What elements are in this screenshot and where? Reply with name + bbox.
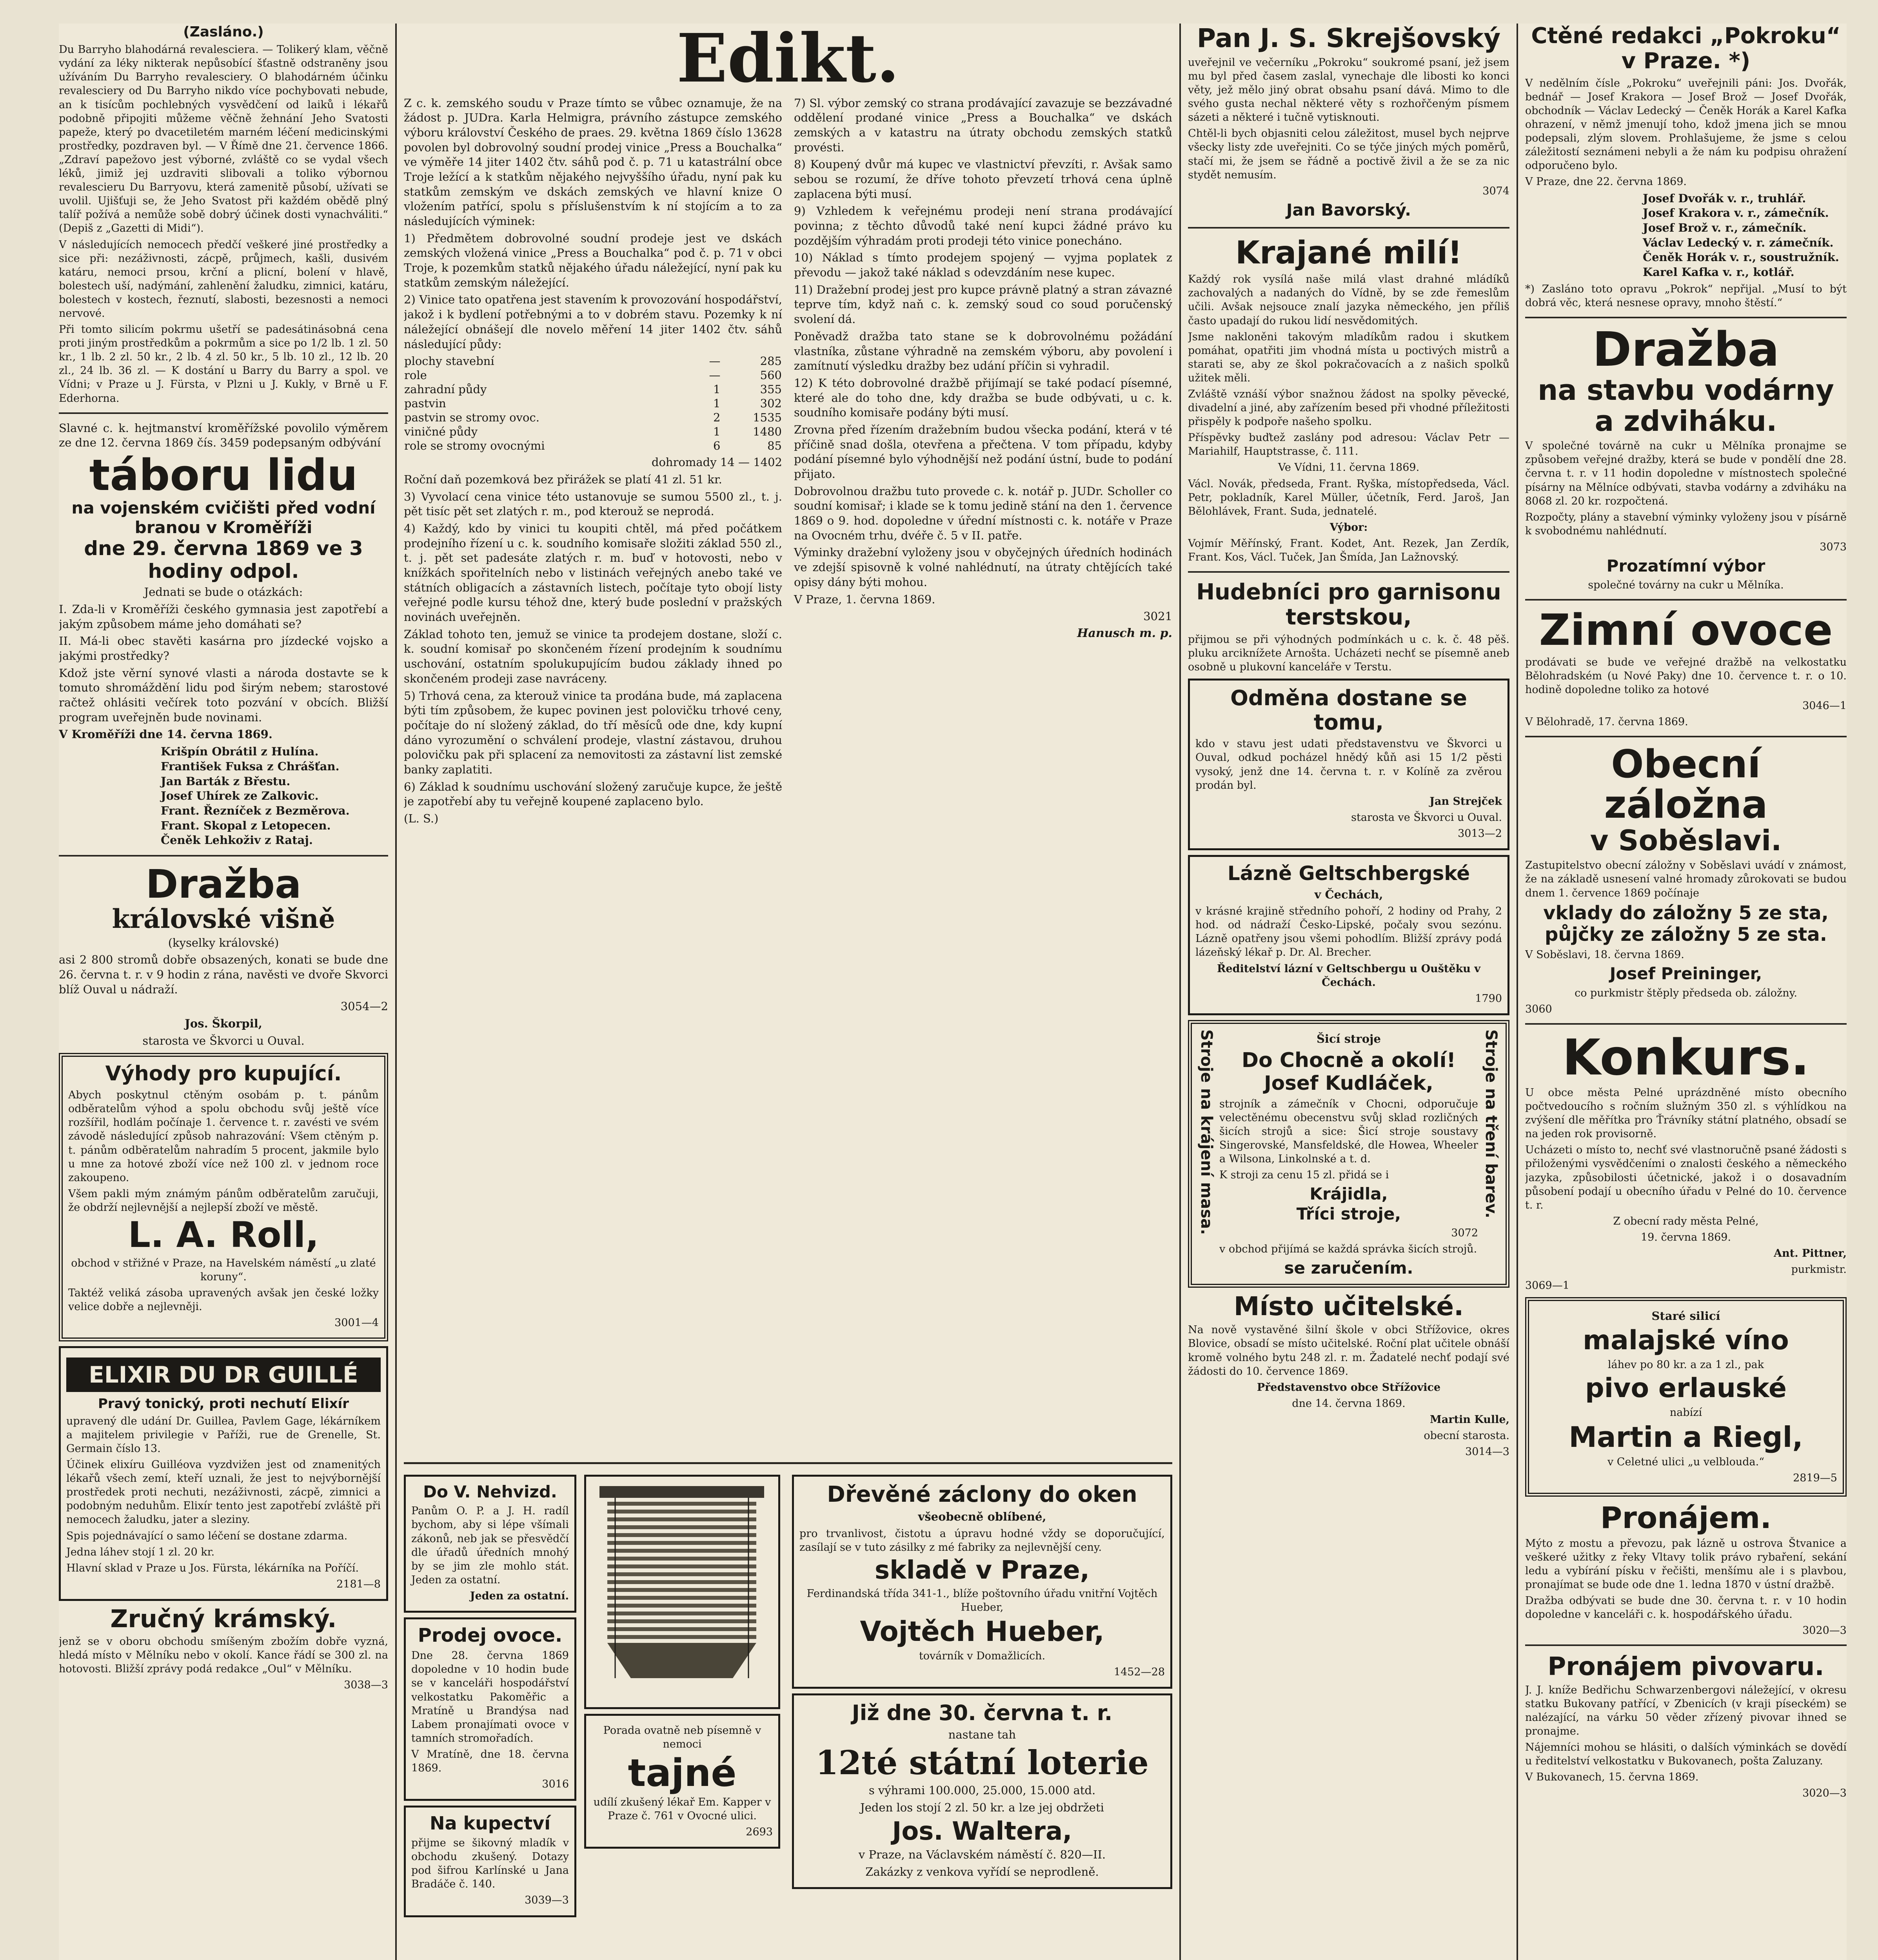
edikt-column-left (404, 94, 782, 829)
land-sahu: 560 (760, 368, 782, 382)
sici-heading: Šicí stroje (1316, 1032, 1381, 1045)
edikt-columns (404, 94, 1172, 829)
divider (1188, 227, 1509, 229)
sici-text-3: v obchod přijímá se každá správka šicích strojů. (1219, 1243, 1477, 1256)
elixir-ad (59, 1346, 388, 1601)
odmena-ad (1188, 679, 1509, 850)
vodarna-number: 3073 (1820, 541, 1847, 553)
table-row (404, 425, 782, 439)
konkurs-number: 3069—1 (1525, 1279, 1569, 1292)
drazba-visne-sign: Jos. Škorpil, (185, 1017, 262, 1030)
land-jiter: 2 (713, 411, 721, 425)
malaga-big-2: pivo erlauské (1585, 1372, 1787, 1404)
signer: Josef Uhírek ze Zalkovic. (161, 789, 319, 803)
malaga-ad (1525, 1297, 1847, 1497)
edikt-paragraph: Základ tohoto ten, jemuž se vinice ta prodejem dostane, složí c. k. soudní komisař po skončeném řízení prodejním k soudnímu uschování, ostatním spolukupujícím budou základy ihned po skončeném prodeji zase navráceny. (404, 627, 782, 685)
krajane-names: Václ. Novák, předseda, Frant. Ryška, místopředseda, Václ. Petr, pokladník, Karel Müller, účetník, Ferd. Jaroš, Jan Bělohlávek, Frant. Suda, jednatelé. (1188, 477, 1509, 517)
ctene-note: *) Zasláno toto opravu „Pokrok“ nepřijal. „Musí to být dobrá věc, která nesnese opravy, mnoho štěstí.“ (1525, 283, 1847, 309)
sici-intro: Do Chocně a okolí! (1241, 1048, 1456, 1072)
roll-text: obchod v střižné v Praze, na Havelském náměstí „u zlaté koruny“. (71, 1257, 376, 1283)
edikt-paragraph: 6) Základ k soudnímu uschování složený zaručuje kupce, že ještě je zapotřebí aby tu veřejně koupené zaplaceno bylo. (404, 780, 782, 808)
blind-illustration (584, 1475, 780, 1709)
mid-column-c (792, 1470, 1172, 1894)
lazne-sub: v Čechách, (1314, 887, 1383, 901)
krajane-heading: Krajané milí! (1235, 234, 1462, 271)
ovoce-text: Dne 28. června 1869 dopoledne v 10 hodin bude se v kanceláři hospodářství velkostatku Pakoměřic a Mratíně u Brandýsa nad Labem pronajímati ovoce v tamních stromořadích. (411, 1650, 569, 1744)
odmena-sign-2: starosta ve Škvorci u Ouval. (1351, 811, 1502, 824)
drazba-visne-number: 3054—2 (340, 1000, 388, 1013)
sici-trisici: Tříci stroje, (1296, 1204, 1401, 1223)
land-jiter: 1 (713, 425, 721, 439)
tabor-date: dne 29. června 1869 ve 3 hodiny odpol. (84, 537, 363, 583)
lazne-number: 1790 (1475, 992, 1502, 1005)
signer: Václav Ledecký v. r. zámečník. (1643, 236, 1834, 249)
drazba-visne-subheading: královské višně (112, 903, 335, 934)
pronajem-heading: Pronájem. (1600, 1500, 1772, 1535)
vodarna-text-2: Rozpočty, plány a stavební výminky vyloženy jsou v písárně k svobodnému nahlédnutí. (1525, 511, 1847, 537)
krajane-vybor: Vojmír Měřínský, Frant. Kodet, Ant. Rezek, Jan Zerdík, Frant. Kos, Václ. Tuček, Jan Šmída, Jan Lažnovský. (1188, 537, 1509, 563)
signer: Jan Barták z Břestu. (161, 774, 291, 788)
edikt-bottom-rule (404, 1462, 1172, 1464)
konkurs-place: Z obecní rady města Pelné, (1613, 1215, 1759, 1227)
vodarna-sign-2: společné továrny na cukr u Mělníka. (1588, 579, 1784, 592)
odmena-text: kdo v stavu jest udati představenstvu ve Škvorci u Ouval, odkud pocházel hnědý kůň asi 15 1/2 pěsti vysoký, jenž dne 14. června t. r. v Kolíně za zvěrou prodán byl. (1195, 738, 1502, 791)
nehvizd-sign: Jeden za ostatní. (470, 1590, 569, 1602)
drazba-visne-sub-2: (kyselky královské) (168, 936, 279, 949)
land-label: zahradní půdy (404, 383, 487, 396)
vodarna-text: V společné továrně na cukr u Mělníka pronajme se způsobem veřejné dražby, která se bude v pondělí dne 28. června t. r. v 11 hodin dopoledne v místnostech společné písárny na Mělníce odbývati, stavba vodárny a zdviháku na 8068 zl. 20 kr. rozpočtená. (1525, 440, 1847, 507)
blind-ad (792, 1475, 1172, 1689)
signer: František Fuksa z Chrášťan. (161, 759, 340, 773)
tabor-place: V Kroměříži dne 14. června 1869. (59, 728, 272, 741)
krajane-text: Každý rok vysílá naše milá vlast drahné mládíků zachovalých a nadaných do Vídně, by se zde řemeslům učili. Avšak nejsouce znalí jazyka německého, jen příliš často upadají do rukou lidí nesvědomitých. (1188, 273, 1509, 327)
signer: Frant. Skopal z Letopecen. (161, 818, 331, 832)
malaga-addr: v Celetné ulici „u velblouda.“ (1607, 1455, 1765, 1468)
edikt-paragraph: 7) Sl. výbor zemský co strana prodávající zavazuje se bezzávadné oddělení prodané vinice „Press a Bouchalka“ ve dskách zemských a v katastru na útraty obchodu zemských statků provésti. (794, 96, 1172, 154)
blind-sub: všeobecně oblíbené, (918, 1510, 1046, 1524)
krajane-addr: Příspěvky buďtež zaslány pod adresou: Václav Petr — Mariahilf, Hauptstrasse, č. 111. (1188, 432, 1509, 458)
zaslano-text-2: V následujících nemocech předčí veškeré jiné prostředky a sice při: nezáživnosti, zácpě, průjmech, kašli, dusivém katáru, nemoci prsou, krční a plicní, bolení v hlavě, bolestech uší, nadýmání, zahlenění žaludku, zimnici, katáru, bolestech v kostech, řeznutí, slabosti, bezesnosti a nemoci nervové. (59, 238, 388, 319)
vyhody-text: Abych poskytnul ctěným osobám p. t. pánům odběratelům výhod a spolu obchodu svůj ještě více rozšířil, hodlám počínaje 1. července t. r. zavésti ve svém závodě následující způsob nahrazování: Všem ctěným p. t. pánům odběratelům nahradím 5 procent, jakmile bylo u mne za hotové zboží více než 100 zl. v jednom roce zakoupeno. (68, 1089, 379, 1184)
land-sahu: 1535 (753, 411, 782, 425)
sici-number: 3072 (1451, 1227, 1478, 1240)
konkurs-text-2: Ucházeti o místo to, nechť své vlastnoručně psané žádosti s přiloženými vysvědčeními o znalosti českého a německého jazyka, způsobilosti účetnické, jakož i o dosavadním působení podají u obecního úřadu v Pelné do 10. července t. r. (1525, 1144, 1847, 1211)
table-row (404, 396, 782, 410)
land-jiter: — (709, 368, 721, 382)
drazba-visne-text: asi 2 800 stromů dobře obsazených, konati se bude dne 26. června t. r. v 9 hodin z rána, navěsti ve dvoře Skvorci blíž Ouval u nádraží. (59, 953, 388, 996)
edikt-paragraph: 10) Náklad s tímto prodejem spojený — vyjma poplatek z převodu — jakož také náklad s odevzdáním nese kupec. (794, 251, 1172, 279)
land-sahu: 1480 (753, 425, 782, 439)
kupectvi-ad (404, 1806, 576, 1917)
kupectvi-number: 3039—3 (525, 1894, 569, 1907)
roll-number: 3001—4 (334, 1316, 379, 1329)
vyhody-heading: Výhody pro kupující. (105, 1062, 342, 1086)
zalozna-big-1: vklady do záložny 5 ze sta, (1543, 902, 1829, 924)
blind-name: Vojtěch Hueber, (860, 1615, 1104, 1648)
konkurs-sign-2: purkmistr. (1791, 1263, 1847, 1276)
sici-ad (1188, 1020, 1509, 1288)
vodarna-sub: na stavbu vodárny a zdviháku. (1538, 373, 1834, 438)
skrejs-text: uveřejnil ve večerníku „Pokroku“ soukromé psaní, jež jsem mu byl před časem zaslal, vynechaje dle libosti ko konci věty, jež mělo jiný obrat obsahu psaní dává. Mimo to dle svého gusta nechal některé věty s rozhořčeným písmem sázeti a některé i tučně vytisknouti. (1188, 56, 1509, 124)
sici-content (1219, 1029, 1478, 1278)
divider (1525, 599, 1847, 601)
nehvizd-text: Panům O. P. a J. H. radíl bychom, aby si lépe všímali zákonů, neb jak se přesvědčí dle úřadů úředních mnohý by se jim zle mohlo stát. Jeden za ostatní. (411, 1505, 569, 1586)
konkurs-heading: Konkurs. (1562, 1028, 1810, 1086)
pronajem-number: 3020—3 (1802, 1624, 1847, 1637)
krajane-text-2: Jsme nakloněni takovým mladíkům radou i skutkem pomáhat, opatřiti jim vhodná místa u poctivých mistrů a starati se, aby ze škol pokračovacích a z našich spolků užitek měli. (1188, 330, 1509, 384)
roll-note: Taktéž veliká zásoba upravených avšak jen české ložky velice dobře a nejlevněji. (68, 1287, 379, 1313)
roll-heading: L. A. Roll, (128, 1214, 319, 1256)
ucitel-heading: Místo učitelské. (1233, 1291, 1464, 1321)
land-label: pastvin (404, 397, 446, 410)
ucitel-number: 3014—3 (1465, 1446, 1509, 1458)
pivovar-place: V Bukovanech, 15. června 1869. (1525, 1771, 1699, 1784)
signer: Josef Krakora v. r., zámečník. (1643, 206, 1829, 220)
edikt-place: V Praze, 1. června 1869. (794, 592, 935, 606)
ovoce-heading: Prodej ovoce. (418, 1624, 563, 1647)
loterie-heading: 12té státní loterie (815, 1743, 1149, 1782)
tabor-text: Kdož jste věrní synové vlasti a národa dostavte se k tomuto shromáždění lidu pod širým nebem; starostové račtež ohlásiti večírek toto pozvání v obcích. Bližší program uveřejněn bude novinami. (59, 666, 388, 724)
skrejs-text-2: Chtěl-li bych objasniti celou záležitost, musel bych nejprve všecky listy zde uveřejniti. Co se týče jiných mých poměrů, stačí mi, že jsem se řádně a poctivě živil a že se za nic stydět nemusím. (1188, 127, 1509, 181)
sici-name: Josef Kudláček, (1264, 1072, 1433, 1095)
edikt-section (404, 24, 1172, 1458)
ctene-place: V Praze, dne 22. června 1869. (1525, 176, 1687, 188)
zaslano-text: Du Barryho blahodárná revalesciera. — Tolikerý klam, věčně vydání za léky nikterak nepůsobící šťastně odstraněny jsou užíváním Du Barryho revalesciery. O blahodárném účinku revalesciery od Du Barryho nikdo více pochybovati nebude, an k tisícům pochlebných vysvědčení od laiků i lékařů podobně připojiti můžeme věčně žehnání Jeho Svatosti papeže, který po dvacetiletém marném léčení medicinskými prostředky, pozdraven byl. — V Římě dne 21. července 1866. „Zdraví papežovo jest výborné, zvláště co se vydal všech léků, jimiž jej uzdraviti slibovali a toliko výbornou revalescieru Du Barryovu, která zamenitě působí, užívati se uvolil. Ujišťuji se, že Jeho Svatost při každém obědě plný talíř požívá a nemůže sobě dobrý účinek dosti vynachváliti.“ (Depiš z „Gazetti di Midi“). (59, 44, 388, 235)
ucitel-sign-3: obecní starosta. (1424, 1430, 1509, 1442)
vyhody-text-2: Všem pakli mým známým pánům odběratelům zaručuji, že obdrží nejlevnější a nejlepší zboží ve městě. (68, 1187, 379, 1214)
land-jiter: — (709, 354, 721, 368)
pronajem-text-2: Dražba odbývati se bude dne 30. června t. r. v 10 hodin dopoledne v kanceláři c. k. hospodářského úřadu. (1525, 1595, 1847, 1621)
ctene-text: V nedělním čísle „Pokroku“ uveřejnili páni: Jos. Dvořák, bednář — Josef Krakora — Josef Brož — Josef Dvořák, obchodník — Václav Ledecký — Čeněk Horák a Karel Kafka ohrazení, v němž jmenují toho, kdož jmena jich se mnou podepsali, zlým slovem. Prohlašujeme, že jsme s celou záležitostí seznámeni nebyli a že nám ku podpisu ohražení odporučeno bylo. (1525, 77, 1847, 172)
zimni-text: prodávati se bude ve veřejné dražbě na velkostatku Bělohradském (u Nové Paky) dne 10. července t. r. o 10. hodině dopoledne toliko za hotové (1525, 656, 1847, 696)
pivovar-text-2: Nájemníci mohou se hlásiti, o dalších výminkách se dovědí u ředitelství velkostatku v Bukovanech, pošta Zaluzany. (1525, 1741, 1847, 1768)
edikt-paragraph: Poněvadž dražba tato stane se k dobrovolnému požádání vlastníka, zůstane výhradně na zemském výboru, aby povolení i zamítnutí výsledku dražby bez udání příčin si vyhradil. (794, 329, 1172, 373)
zalozna-sign-2: co purkmistr štěply předseda ob. záložny. (1575, 987, 1797, 999)
lazne-heading: Lázně Geltschbergské (1227, 862, 1470, 885)
edikt-ls: (L. S.) (404, 812, 439, 825)
sici-side-right: Stroje na tření barev. (1482, 1029, 1500, 1218)
drazba-visne-sign-2: starosta ve Škvorci u Ouval. (142, 1034, 305, 1047)
ovoce-ad (404, 1617, 576, 1801)
konkurs-text: U obce města Pelné uprázdněné místo obecního počtvedoucího s ročním služným 350 zl. s výhlídkou na zvýšení dle měřítka pro Ťrávníky státní platného, obsadí se na jeden rok provisorně. (1525, 1087, 1847, 1140)
ucitel-sign-2: Martin Kulle, (1430, 1413, 1509, 1426)
tabor-signers (59, 744, 388, 848)
skrejs-number: 3074 (1482, 185, 1509, 197)
elixir-text: upravený dle udání Dr. Guillea, Pavlem Gage, lékárníkem a majitelem privilegie v Paříži, rue de Grenelle, St. Germain číslo 13. (66, 1415, 381, 1455)
divider (1188, 571, 1509, 573)
zalozna-place: V Soběslavi, 18. června 1869. (1525, 949, 1684, 961)
zalozna-sub: v Soběslavi. (1590, 824, 1782, 857)
divider (1525, 317, 1847, 318)
land-label: role (404, 368, 427, 382)
window-blind-icon (592, 1482, 772, 1694)
column-rule (1179, 24, 1181, 1960)
elixir-heading: ELIXIR DU DR GUILLÉ (66, 1357, 381, 1392)
land-jiter: 6 (713, 439, 721, 453)
pivovar-number: 3020—3 (1802, 1787, 1847, 1800)
land-sahu: 302 (760, 397, 782, 410)
zaslano-heading: (Zasláno.) (183, 24, 264, 40)
edikt-column-right (794, 94, 1172, 829)
ucitel-text: Na nově vystavěné šilní škole v obci Střížovice, okres Blovice, obsadí se místo učitelské. Roční plat učitele obnáší kromě volného bytu 248 zl. r. m. Žadatelé nechť podají své žádosti do 10. července 1869. (1188, 1324, 1509, 1377)
land-jiter: 1 (713, 383, 721, 396)
odmena-sign: Jan Strejček (1429, 795, 1502, 808)
loterie-addr: v Praze, na Václavském náměstí č. 820—II. (858, 1847, 1106, 1861)
lazne-text: v krásné krajině středního pohoří, 2 hodiny od Prahy, 2 hod. od nádraží Česko-Lipské, počaly svou sezónu. Lázně opatřeny jsou všemi pohodlím. Bližší zprávy podá lázeňský lékař p. Dr. Al. Brecher. (1195, 905, 1502, 959)
sici-side-left: Stroje na krájení masa. (1197, 1029, 1215, 1235)
loterie-text-2: Jeden los stojí 2 zl. 50 kr. a lze jej obdržeti (860, 1800, 1104, 1814)
ovoce-number: 3016 (542, 1778, 569, 1791)
edikt-heading: Edikt. (676, 24, 900, 98)
edikt-paragraph: 3) Vyvolací cena vinice této ustanovuje se sumou 5500 zl., t. j. pět tisíc pět set zlatých r. m., pod kterouž se neprodá. (404, 490, 782, 518)
edikt-paragraph: Zrovna před řízením dražebním budou všecka podání, která v té příčině snad došla, otevřena a přečtena. V tom případu, kdyby podání písemné bylo výhodnější než podání ústní, bude to podání přijato. (794, 423, 1172, 481)
signer: Čeněk Lehkoživ z Rataj. (161, 833, 313, 847)
loterie-text: s výhrami 100.000, 25.000, 15.000 atd. (868, 1784, 1096, 1797)
signer: Čeněk Horák v. r., soustružník. (1643, 250, 1839, 264)
ctene-names (1525, 191, 1847, 280)
elixir-text-4: Jedna láhev stojí 1 zl. 20 kr. (66, 1546, 215, 1558)
tabor-question-2: II. Má-li obec stavěti kasárna pro jízdecké vojsko a jakými prostředky? (59, 634, 388, 663)
edikt-paragraph: 2) Vinice tato opatřena jest stavením k provozování hospodářství, jakož i k bydlení potřebnými a to v dobrém stavu. Pozemky k ní náležející obnášejí dle novelo měření 14 jiter 1402 čtv. sáhů následující půdy: (404, 293, 782, 351)
edikt-paragraph: 12) K této dobrovolné dražbě přijímají se také podací písemné, které ale do toho dne, kdy dražba se bude odbývati, u c. k. soudního komisaře podány býti musí. (794, 376, 1172, 419)
kupectvi-heading: Na kupectví (429, 1813, 551, 1834)
edikt-paragraph: Z c. k. zemského soudu v Praze tímto se vůbec oznamuje, že na žádost p. JUDra. Karla Helmigra, právního zástupce zemského výboru království Českého de praes. 29. května 1869 číslo 13628 povolen byl dobrovolný soudní prodej vinice „Press a Bouchalka“ ve výměře 14 jiter 1402 čtv. sáhů pod č. p. 71 u katastrální obce Troje ležící a k statkům nějakého nejvyššího úřadu, nyní pak ku statkům zemským ve dskách zemských ve hlavní knize O vložením patřící, spolu s příslušenstvím k ní stojícím a to za následujících výminek: (404, 96, 782, 228)
divider (59, 855, 388, 857)
konkurs-sign: Ant. Pittner, (1774, 1247, 1847, 1260)
nehvizd-notice (404, 1475, 576, 1613)
table-row (404, 410, 782, 425)
loterie-sub: nastane tah (948, 1728, 1016, 1742)
tabor-question-1: I. Zda-li v Kroměříži českého gymnasia jest zapotřebí a jakým způsobem máme jeho domáhati se? (59, 602, 388, 631)
ucitel-sign: Představenstvo obce Střížovice (1257, 1381, 1441, 1394)
table-row (404, 439, 782, 453)
krajane-text-3: Zvláště vznáší výbor snažnou žádost na spolky pěvecké, divadelní a jiné, aby zařízením besed při vhodné příležitosti přispěly k podpoře našeho spolku. (1188, 388, 1509, 428)
pivovar-heading: Pronájem pivovaru. (1547, 1652, 1824, 1682)
skrejs-heading: Pan J. S. Skrejšovský (1197, 24, 1501, 53)
land-sahu: 355 (760, 383, 782, 396)
edikt-number: 3021 (1143, 610, 1172, 623)
sici-text-2: K stroji za cenu 15 zl. přidá se i (1219, 1169, 1389, 1181)
elixir-subheading: Pravý tonický, proti nechutí Elixír (98, 1396, 349, 1412)
land-label: role se stromy ovocnými (404, 439, 545, 453)
elixir-number: 2181—8 (336, 1578, 381, 1590)
divider (1525, 1644, 1847, 1646)
zalozna-big-2: půjčky ze záložny 5 ze sta. (1545, 923, 1827, 946)
column-rule (1517, 24, 1518, 1960)
table-row (404, 368, 782, 382)
edikt-paragraph: Dobrovolnou dražbu tuto provede c. k. notář p. JUDr. Scholler co soudní komisař; i klade se k tomu jedině stání na den 1. července 1869 o 9. hod. dopoledne v úřední místnosti c. k. notáře v Praze na Ovocném trhu, dvéře č. 5 v II. patře. (794, 484, 1172, 542)
column-rule (395, 24, 397, 1960)
sici-zaruceni: se zaručením. (1284, 1258, 1413, 1278)
zalozna-number: 3060 (1525, 1003, 1552, 1015)
konkurs-date: 19. června 1869. (1640, 1231, 1731, 1243)
lazne-ad (1188, 855, 1509, 1015)
elixir-text-2: Účinek elixíru Guilléova vyzdvižen jest od znamenitých lékařů všech zemí, kteří uznali, že jest to nejvýbornější prostředek proti nechuti, nezáživnosti, zácpě, zimnici a podobným neduhům. Elixír tento jest zapotřebí zvláště při nemocech žaludku, jater a sleziny. (66, 1459, 381, 1526)
tabor-subheading: na vojenském cvičišti před vodní branou v Kroměříži (71, 498, 376, 537)
zalozna-sign: Josef Preininger, (1609, 964, 1762, 984)
edikt-paragraph: 5) Trhová cena, za kterouž vinice ta prodána bude, má zaplacena býti tím způsobem, že kupec povinen jest polovičku trhové ceny, počítaje do ní složený základ, do tří měsíců ode dne, kdy kupní dáno vyrozumění o schválení prodeje, vlastní zástavou, druhou polovičku pak při splacení za nemovitosti za zástavní list zemské banky zaplatiti. (404, 689, 782, 776)
column-5 (1525, 24, 1847, 1803)
tabor-heading: táboru lidu (89, 450, 358, 500)
drazba-visne-heading: Dražba (145, 861, 301, 907)
hudba-heading: Hudebníci pro garnisonu terstskou, (1196, 579, 1501, 630)
signer: Krišpín Obrátil z Hulína. (161, 745, 319, 759)
zrucny-number: 3038—3 (344, 1679, 388, 1691)
elixir-text-3: Spis pojednávající o samo léčení se dostane zdarma. (66, 1530, 348, 1542)
odmena-number: 3013—2 (1458, 827, 1502, 840)
ctene-heading: Ctěné redakci „Pokroku“ v Praze. *) (1531, 24, 1841, 74)
edikt-paragraph: 1) Předmětem dobrovolné soudní prodeje jest ve dskách zemských vložená vinice „Press a Bouchalka“ pod č. p. 71 v obci Troje, k pozemkům statků nějakého úřadu náležející, nyní pak ku statkům zemským náležející. (404, 231, 782, 289)
vyhody-ad (59, 1053, 388, 1341)
pivovar-text: J. J. kníže Bedřichu Schwarzenbergovi náležející, v okresu statku Bukovany patřící, v Zbenicích (v kraji píseckém) se nalézající, na várku 50 věder zřízený pivovar ihned se pronajme. (1525, 1684, 1847, 1738)
zalozna-text: Zastupitelstvo obecní záložny v Soběslavi uvádí v známost, že na základě usnesení valné hromady zůrokovati se budou dnem 1. července 1869 počínaje (1525, 859, 1847, 899)
odmena-heading: Odměna dostane se tomu, (1230, 686, 1467, 735)
land-sahu: 285 (760, 354, 782, 368)
blind-text: pro trvanlivost, čistotu a úpravu hodné vždy se doporučující, zasílají se v tuto zásilky z mé fabriky za nejlevnější ceny. (799, 1528, 1165, 1554)
malaga-number: 2819—5 (1793, 1472, 1837, 1485)
table-row (404, 382, 782, 396)
porada-heading: Porada ovatně neb písemně v nemoci (603, 1724, 761, 1751)
edikt-paragraph: 8) Koupený dvůr má kupec ve vlastnictví převzíti, r. Avšak samo sebou se rozumí, že dříve tohoto převzetí trhová cena úplně zaplacena býti musí. (794, 158, 1172, 201)
zrucny-heading: Zručný krámský. (110, 1604, 337, 1633)
signer: Karel Kafka v. r., kotlář. (1643, 265, 1794, 279)
hudba-text: přijmou se při výhodných podmínkách u c. k. č. 48 pěš. pluku arciknížete Arnošta. Ucházeti nechť se písemně aneb osobně u plukovní kanceláře v Terstu. (1188, 633, 1509, 673)
table-row (404, 354, 782, 368)
blind-town: továrník v Domažlicích. (919, 1650, 1046, 1662)
nehvizd-heading: Do V. Nehvizd. (423, 1482, 557, 1501)
porada-number: 2693 (746, 1826, 773, 1838)
loterie-text-3: Zakázky z venkova vyřídí se neprodleně. (865, 1865, 1099, 1878)
land-label: plochy stavební (404, 354, 494, 368)
tabor-intro: Slavné c. k. hejtmanství kroměřížské povolilo výměrem ze dne 12. června 1869 čís. 3459 podepsaným odbývání (59, 421, 388, 450)
malaga-big: malajské víno (1583, 1325, 1789, 1356)
zimni-heading: Zimní ovoce (1539, 605, 1833, 655)
column-1 (59, 24, 388, 1694)
sici-text: strojník a zámečník v Chocni, odporučuje velectěnému obecenstvu svůj sklad rozličných šicích strojů a sice: Šicí stroje soustavy Singerovské, Mansfeldské, dle Howea, Wheeler a Wilsona, Linkolnské a t. d. (1219, 1098, 1478, 1165)
loterie-ad (792, 1693, 1172, 1889)
loterie-name: Jos. Waltera, (892, 1817, 1072, 1846)
ovoce-place: V Mratíně, dne 18. června 1869. (411, 1748, 569, 1774)
divider (1525, 1023, 1847, 1025)
sici-krajidla: Krájidla, (1310, 1184, 1388, 1204)
malaga-heading: Staré silicí (1651, 1309, 1720, 1323)
lazne-sign: Ředitelství lázní v Geltschbergu u Ouštěku v Čechách. (1217, 962, 1481, 989)
edikt-paragraph: Roční daň pozemková bez přirážek se platí 41 zl. 51 kr. (404, 472, 722, 486)
zaslano-text-3: Při tomto silicím pokrmu ušetří se padesátinásobná cena proti jiným prostředkům a pokrmům a sice po 1/2 lb. 1 zl. 50 kr., 1 lb. 2 zl. 50 kr., 2 lb. 4 zl. 50 kr., 5 lb. 10 zl., 12 lb. 20 zl., 24 lb. 36 zl. — K dostání u Barry du Barry a spol. ve Vídni; v Praze u J. Fürsta, v Plzni u J. Kukly, v Brně u F. Ederhorna. (59, 323, 388, 405)
signer: Josef Brož v. r., zámečník. (1643, 221, 1807, 234)
signer: Josef Dvořák v. r., truhlář. (1643, 191, 1806, 205)
pronajem-text: Mýto z mostu a převozu, pak lázně u ostrova Štvanice a veškeré užitky z řeky Vltavy tolik právo rybaření, sekání ledu a vybírání písku v řečišti, menšímu ale i s plavbou, pronajímat se bude ode dne 1. ledna 1870 v ústní dražbě. (1525, 1537, 1847, 1591)
divider (1525, 736, 1847, 737)
porada-ad (584, 1714, 780, 1849)
edikt-signature: Hanusch m. p. (1077, 626, 1172, 640)
newspaper-page (59, 24, 1847, 1960)
edikt-paragraph: 4) Každý, kdo by vinici tu koupiti chtěl, má před počátkem prodejního řízení u c. k. soudního komisaře složiti základ 550 zl., t. j. pět set padesáte zlatých r. m. buď v hotovosti, nebo v knížkách spořitelních nebo v listinách veřejných anebo také ve státních obligacích a zástavních listech, počítaje tyto obojí listy veřejné podle kursu téhož dne, který bude poslední v pražských novinách uveřejněn. (404, 521, 782, 624)
signer: Frant. Řezníček z Bezměrova. (161, 804, 350, 817)
land-label: pastvin se stromy ovoc. (404, 411, 539, 425)
porada-big: tajné (628, 1751, 737, 1795)
skrejs-sign: Jan Bavorský. (1286, 200, 1411, 220)
land-table (404, 354, 782, 453)
malaga-text: láhev po 80 kr. a za 1 zl., pak (1607, 1358, 1764, 1371)
zrucny-text: jenž se v oboru obchodu smíšeným zbožím dobře vyzná, hledá místo v Mělníku nebo v okolí. Kance řádí se 300 zl. na hotovosti. Bližší zprávy podá redakce „Oul“ v Mělníku. (59, 1635, 388, 1675)
blind-sklad: skladě v Praze, (875, 1556, 1090, 1585)
blind-addr: Ferdinandská třída 341-1., blíže poštovního úřadu vnitřní Vojtěch Hueber, (806, 1587, 1158, 1613)
vodarna-heading: Dražba (1592, 322, 1780, 377)
elixir-place: Hlavní sklad v Praze u Jos. Fürsta, lékárníka na Poříčí. (66, 1562, 359, 1574)
column-4 (1188, 24, 1509, 1461)
edikt-paragraph: 9) Vzhledem k veřejnému prodeji není strana prodávající povinna; z těchto důvodů také není kupci žádné právo ku pozdějším výhradám proti prodeji této vinice ponecháno. (794, 204, 1172, 247)
land-label: viničné půdy (404, 425, 478, 439)
krajane-vybor-heading: Výbor: (1329, 521, 1368, 534)
land-total: dohromady 14 — 1402 (651, 456, 782, 469)
zimni-place: V Bělohradě, 17. června 1869. (1525, 716, 1688, 728)
blind-number: 1452—28 (1113, 1666, 1165, 1678)
blind-heading: Dřevěné záclony do oken (827, 1482, 1137, 1507)
ucitel-date: dne 14. června 1869. (1292, 1397, 1406, 1410)
zimni-number: 3046—1 (1802, 700, 1847, 712)
krajane-place: Ve Vídni, 11. června 1869. (1278, 461, 1420, 474)
divider (59, 412, 388, 414)
kupectvi-text: přijme se šikovný mladík v obchodu zkušený. Dotazy pod šifrou Karlínské u Jana Bradáče č. 140. (411, 1837, 569, 1891)
mid-column-b (584, 1470, 780, 1853)
tabor-questions-heading: Jednati se bude o otázkách: (144, 585, 303, 599)
loterie-intro: Již dne 30. června t. r. (852, 1700, 1113, 1726)
land-jiter: 1 (713, 397, 721, 410)
edikt-paragraph: Výminky dražební vyloženy jsou v obyčejných úředních hodinách ve zdejší spisovně k volné nahlédnutí, na útraty chtějících také opisy dány býti mohou. (794, 546, 1172, 589)
land-sahu: 85 (767, 439, 782, 453)
porada-text: udílí zkušený lékař Em. Kapper v Praze č. 761 v Ovocné ulici. (593, 1796, 771, 1822)
edikt-paragraph: 11) Dražební prodej jest pro kupce právně platný a stran závazné teprve tím, když naň c. k. zemský soud co soud poručenský svolení dá. (794, 283, 1172, 326)
mid-column-a (404, 1470, 576, 1922)
malaga-name: Martin a Riegl, (1569, 1420, 1803, 1454)
malaga-text-2: nabízí (1669, 1406, 1702, 1419)
vodarna-sign: Prozatímní výbor (1606, 556, 1765, 575)
zalozna-heading: Obecní záložna (1604, 742, 1768, 828)
